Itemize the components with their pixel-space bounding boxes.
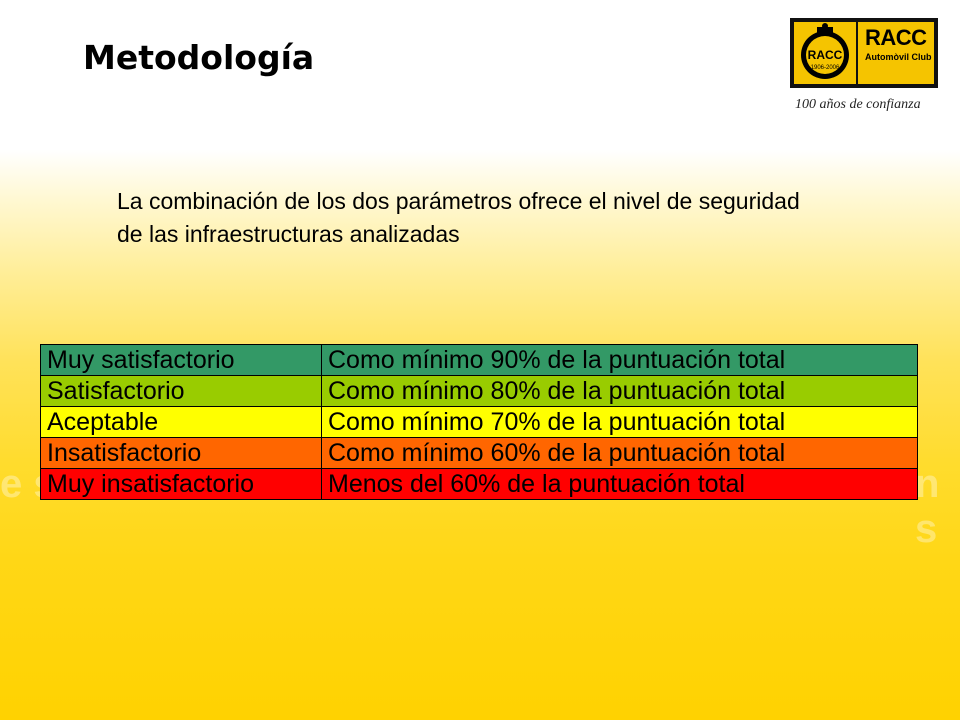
emblem-years: 1906-2006 [810,65,840,71]
rating-criterion-cell: Como mínimo 90% de la puntuación total [322,345,918,376]
table-row [41,438,918,469]
racc-emblem [794,22,856,84]
table-row [41,469,918,500]
table-row [41,345,918,376]
rating-criterion-cell: Como mínimo 60% de la puntuación total [322,438,918,469]
rating-table [40,344,918,500]
rating-criterion-cell: Como mínimo 70% de la puntuación total [322,407,918,438]
logo-subtitle: Automòvil Club [865,52,932,62]
rating-level-cell: Muy satisfactorio [41,345,322,376]
table-row [41,376,918,407]
description-paragraph: La combinación de los dos parámetros ofrece el nivel de seguridad de las infraestructuras analizadas [117,188,800,247]
background-decoration-left: e s [0,462,56,506]
rating-criterion-cell: Menos del 60% de la puntuación total [322,469,918,500]
rating-level-cell: Muy insatisfactorio [41,469,322,500]
table-row [41,407,918,438]
rating-level-cell: Insatisfactorio [41,438,322,469]
rating-level-cell: Aceptable [41,407,322,438]
rating-criterion-cell: Como mínimo 80% de la puntuación total [322,376,918,407]
logo-tagline: 100 años de confianza [795,97,921,112]
rating-level-cell: Satisfactorio [41,376,322,407]
racc-logo [790,18,938,88]
page-title: Metodología [83,38,315,77]
emblem-text: RACC [807,48,843,62]
background-decoration-right: n s [915,462,940,551]
logo-brand: RACC [865,25,927,50]
